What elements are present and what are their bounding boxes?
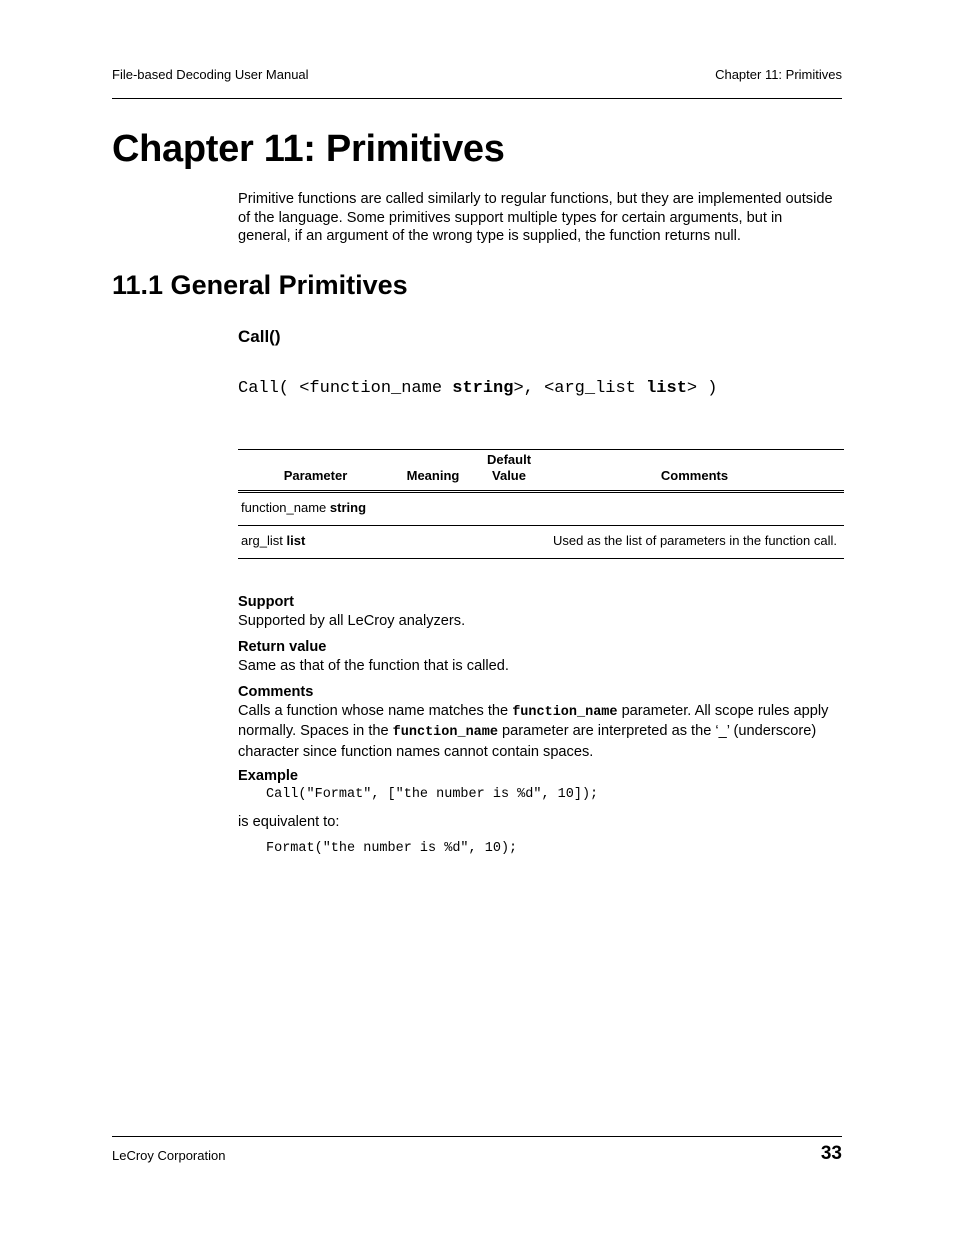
meaning-cell: [393, 526, 473, 559]
meaning-cell: [393, 492, 473, 526]
table-row: [238, 526, 844, 559]
return-value-section: [238, 638, 842, 675]
return-value-label: Return value: [238, 639, 327, 655]
comments-text: Calls a function whose name matches the function_name parameter. All scope rules apply normally. Spaces in the function_name parameter are interpreted as the ‘_’ (underscore) character since function names cannot contain spaces.: [238, 702, 829, 760]
support-section: [238, 593, 842, 630]
header-parameter: Parameter: [283, 468, 348, 483]
header-meaning: Meaning: [406, 468, 460, 483]
support-text: Supported by all LeCroy analyzers.: [238, 612, 466, 629]
default-cell: [473, 526, 545, 559]
comments-label: Comments: [238, 684, 314, 700]
comments-section: [238, 683, 842, 761]
example-code-1: Call("Format", ["the number is %d", 10]);: [266, 787, 599, 802]
page-number: 33: [820, 1143, 842, 1164]
table-header-row: [238, 450, 844, 492]
intro-paragraph: Primitive functions are called similarly to regular functions, but they are implemented outside of the language. Some primitives support multiple types for certain arguments, but in general, if an argument of the wrong type is supplied, the function returns null.: [238, 191, 833, 245]
running-header-chapter: Chapter 11: Primitives: [715, 67, 842, 82]
function-heading: Call(): [238, 327, 281, 346]
example-label: Example: [238, 768, 299, 784]
support-label: Support: [238, 594, 294, 610]
example-code-2: Format("the number is %d", 10);: [266, 841, 518, 856]
function-signature: Call( <function_name string>, <arg_list list> ): [238, 379, 718, 398]
chapter-title: Chapter 11: Primitives: [112, 128, 505, 170]
param-cell: function_name string: [241, 500, 367, 515]
header-default-value: Default Value: [486, 452, 532, 483]
running-header-title: File-based Decoding User Manual: [112, 67, 309, 82]
comments-cell: [545, 492, 844, 526]
footer-rule: [112, 1136, 842, 1137]
header-comments: Comments: [660, 468, 729, 483]
table-row: [238, 492, 844, 526]
example-between-text: is equivalent to:: [238, 814, 340, 830]
parameter-table: [238, 449, 844, 559]
footer-company: LeCroy Corporation: [112, 1148, 226, 1163]
section-title: 11.1 General Primitives: [112, 270, 408, 300]
return-value-text: Same as that of the function that is called.: [238, 657, 509, 674]
comments-cell: Used as the list of parameters in the function call.: [553, 533, 837, 548]
param-cell: arg_list list: [241, 533, 306, 548]
header-rule: [112, 98, 842, 99]
default-cell: [473, 492, 545, 526]
